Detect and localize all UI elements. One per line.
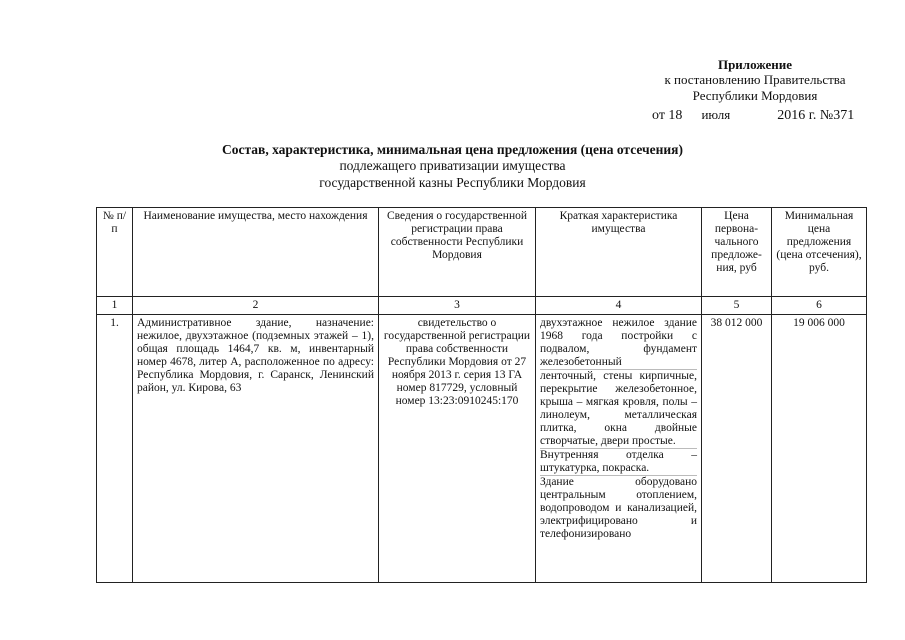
min-price: 19 006 000 [772, 315, 867, 583]
column-number: 4 [536, 297, 702, 315]
column-number: 2 [133, 297, 379, 315]
description-line: Здание оборудовано центральным отоплением, водопроводом и канализацией, электрифицировано и телефонизировано [540, 476, 697, 540]
description-line: ленточный, стены кирпичные, перекрытие железобетонное, крыша – мягкая кровля, полы – линолеум, металлическая плитка, окна двойные створчатые, двери простые. [540, 370, 697, 447]
appendix-date-day: от 18 [652, 108, 683, 123]
header-name: Наименование имущества, место нахождения [133, 208, 379, 297]
description-line: двухэтажное нежилое здание 1968 года постройки с подвалом, фундамент железобетонный [540, 317, 697, 368]
column-number: 5 [702, 297, 772, 315]
property-description [536, 315, 702, 583]
row-number: 1. [97, 315, 133, 583]
column-number: 1 [97, 297, 133, 315]
appendix-date-month: июля [701, 107, 731, 122]
header-number: № п/п [97, 208, 133, 297]
column-number: 3 [379, 297, 536, 315]
appendix-decree-line: к постановлению Правительства [664, 72, 846, 87]
column-number: 6 [772, 297, 867, 315]
description-line: Внутренняя отделка – штукатурка, покраска. [540, 449, 697, 474]
property-name-location: Административное здание, назначение: нежилое, двухэтажное (подземных этажей – 1), общая площадь 1464,7 кв. м, инвентарный номер 4678, литер А, расположенное по адресу: Республика Мордовия, г. Саранск, Ленинский район, ул. Кирова, 63 [133, 315, 379, 583]
appendix-date-year: 2016 г. №371 [777, 108, 855, 123]
appendix-date-line [652, 107, 862, 124]
header-min-price: Минимальная цена предложения (цена отсечения), руб. [772, 208, 867, 297]
column-number-row [97, 297, 867, 315]
registration-info: свидетельство о государственной регистрации права собственности Республики Мордовия от 27 ноября 2013 г. серия 13 ГА номер 817729, условный номер 13:23:0910245:170 [379, 315, 536, 583]
header-description: Краткая характеристика имущества [536, 208, 702, 297]
header-initial-price: Цена первона-чального предложе-ния, руб [702, 208, 772, 297]
appendix-title: Приложение [717, 57, 793, 72]
document-title: Состав, характеристика, минимальная цена предложения (цена отсечения) [222, 142, 683, 157]
appendix-republic-line: Республики Мордовия [692, 88, 818, 103]
document-subtitle-2: государственной казны Республики Мордовия [319, 175, 586, 190]
document-subtitle-1: подлежащего приватизации имущества [339, 158, 566, 173]
table-header-row [97, 208, 867, 297]
initial-price: 38 012 000 [702, 315, 772, 583]
header-registration: Сведения о государственной регистрации права собственности Республики Мордовия [379, 208, 536, 297]
property-table [96, 207, 867, 583]
table-row [97, 315, 867, 583]
